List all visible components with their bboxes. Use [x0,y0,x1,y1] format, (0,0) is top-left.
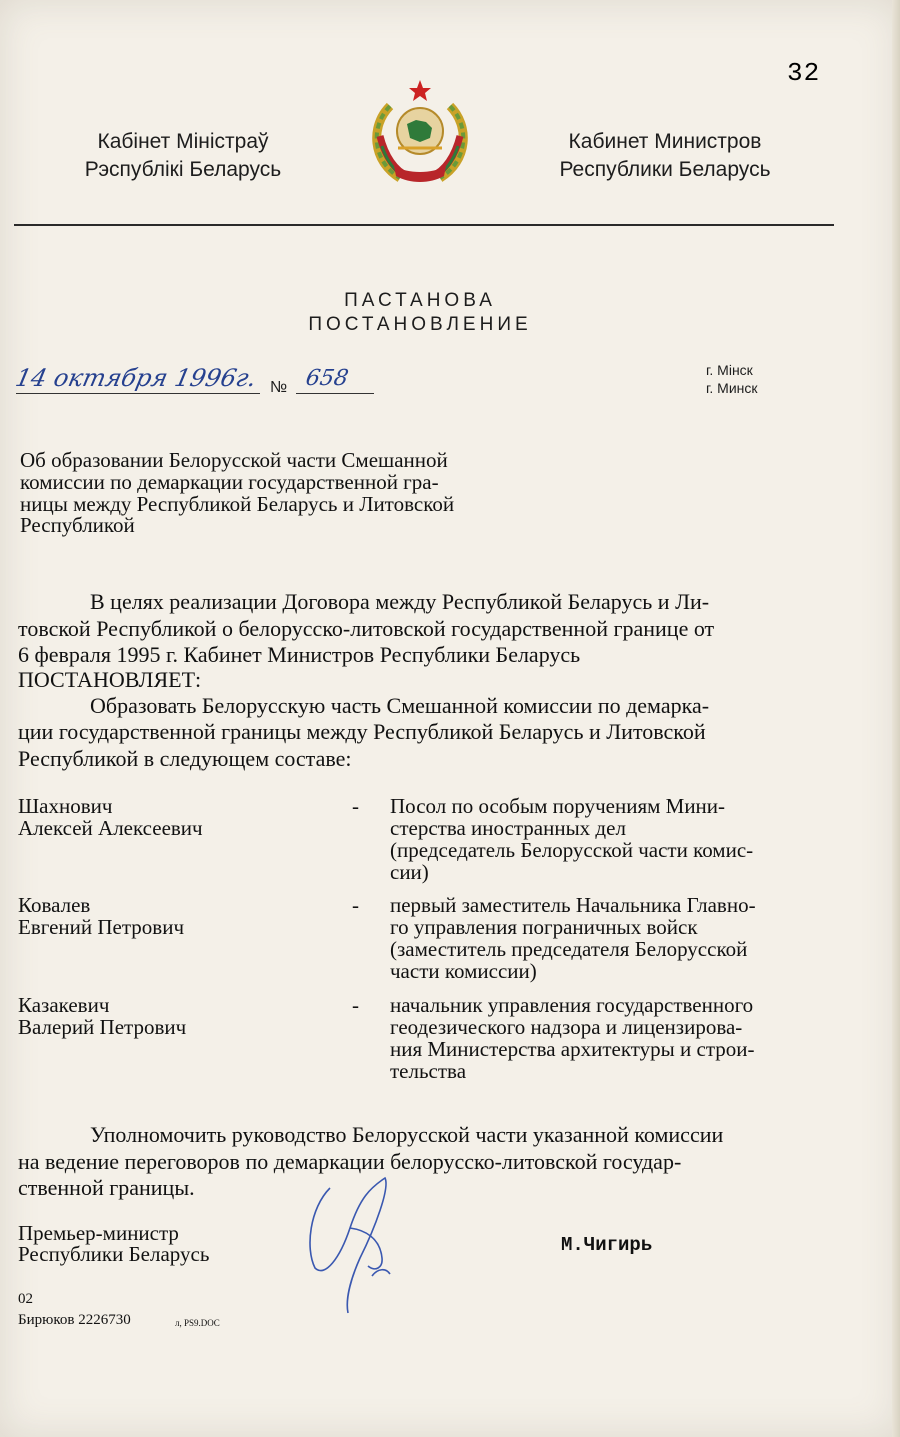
member-role-line: части комиссии) [390,959,537,983]
authorization-line: ственной границы. [18,1175,195,1200]
signatory-title: Республики Беларусь [18,1242,210,1266]
date-underline [16,393,260,394]
emblem-text: РЭСПУБЛІКА БЕЛАРУСЬ [360,76,372,77]
resolution-line: ции государственной границы между Республикой Беларусь и Литовской [18,719,706,744]
member-role-line: тельства [390,1059,467,1083]
member-role-line: (заместитель председателя Белорусской [390,937,748,961]
member-dash: - [352,794,359,818]
footer-code: 02 [18,1291,33,1307]
member-role-line: ния Министерства архитектуры и строи- [390,1037,755,1061]
doc-type-rus: ПОСТАНОВЛЕНИЕ [308,314,532,335]
header-left [58,128,308,184]
preamble-line: товской Республикой о белорусско-литовской государственной границе от [18,616,715,641]
subject-line: Об образовании Белорусской части Смешанной [20,448,448,472]
resolution-line: Республикой в следующем составе: [18,746,352,771]
member-name: Валерий Петрович [18,1015,187,1039]
page-edge [892,0,900,1437]
header-right [530,128,800,184]
subject-line: Республикой [20,513,135,537]
member-role-line: (председатель Белорусской части комис- [390,838,754,862]
preamble-line: 6 февраля 1995 г. Кабинет Министров Республики Беларусь [18,642,581,667]
resolution-line: Образовать Белорусскую часть Смешанной комиссии по демарка- [90,693,710,718]
doc-type-bel: ПАСТАНОВА [344,290,496,311]
member-name: Ковалев [18,893,91,917]
state-emblem-icon [360,76,480,188]
member-name: Шахнович [18,794,113,818]
member-role-line: начальник управления государственного [390,993,754,1017]
header-left-line: Рэспублікі Беларусь [84,158,282,181]
member-role-line: Посол по особым поручениям Мини- [390,794,726,818]
member-name: Алексей Алексеевич [18,816,203,840]
preamble-line: В целях реализации Договора между Республикой Беларусь и Ли- [90,589,710,614]
member-name: Казакевич [18,993,110,1017]
member-role-line: стерства иностранных дел [390,816,626,840]
signatory-name: М.Чигирь [561,1234,653,1256]
member-dash: - [352,893,359,917]
number-underline [296,393,374,394]
subject-line: ницы между Республикой Беларусь и Литовской [20,492,455,516]
authorization-line: Уполномочить руководство Белорусской части указанной комиссии [90,1122,724,1147]
city-bel: г. Мінск [706,362,753,378]
header-left-line: Кабінет Міністраў [97,130,269,153]
member-role-line: геодезического надзора и лицензирова- [390,1015,743,1039]
member-role-line: первый заместитель Начальника Главно- [390,893,756,917]
member-role-line: го управления пограничных войск [390,915,698,939]
member-role-line: сии) [390,860,429,884]
authorization-line: на ведение переговоров по демаркации белорусско-литовской государ- [18,1149,682,1174]
header-right-line: Республики Беларусь [559,158,771,181]
footer-file: л, PS9.DOC [175,1318,220,1328]
page-number: 32 [787,58,821,88]
number-handwritten: 658 [303,366,351,391]
subject-line: комиссии по демаркации государственной гра- [20,470,439,494]
date-handwritten: 14 октября 1996г. [13,364,259,392]
header-divider [14,224,834,226]
city-rus: г. Минск [706,380,758,396]
handwritten-signature-icon [290,1168,420,1318]
footer-executor: Бирюков 2226730 [18,1312,131,1328]
header-right-line: Кабинет Министров [568,130,762,153]
number-label: № [270,379,288,396]
member-dash: - [352,993,359,1017]
signatory-title: Премьер-министр [18,1221,179,1245]
preamble-line: ПОСТАНОВЛЯЕТ: [18,667,202,692]
member-name: Евгений Петрович [18,915,185,939]
